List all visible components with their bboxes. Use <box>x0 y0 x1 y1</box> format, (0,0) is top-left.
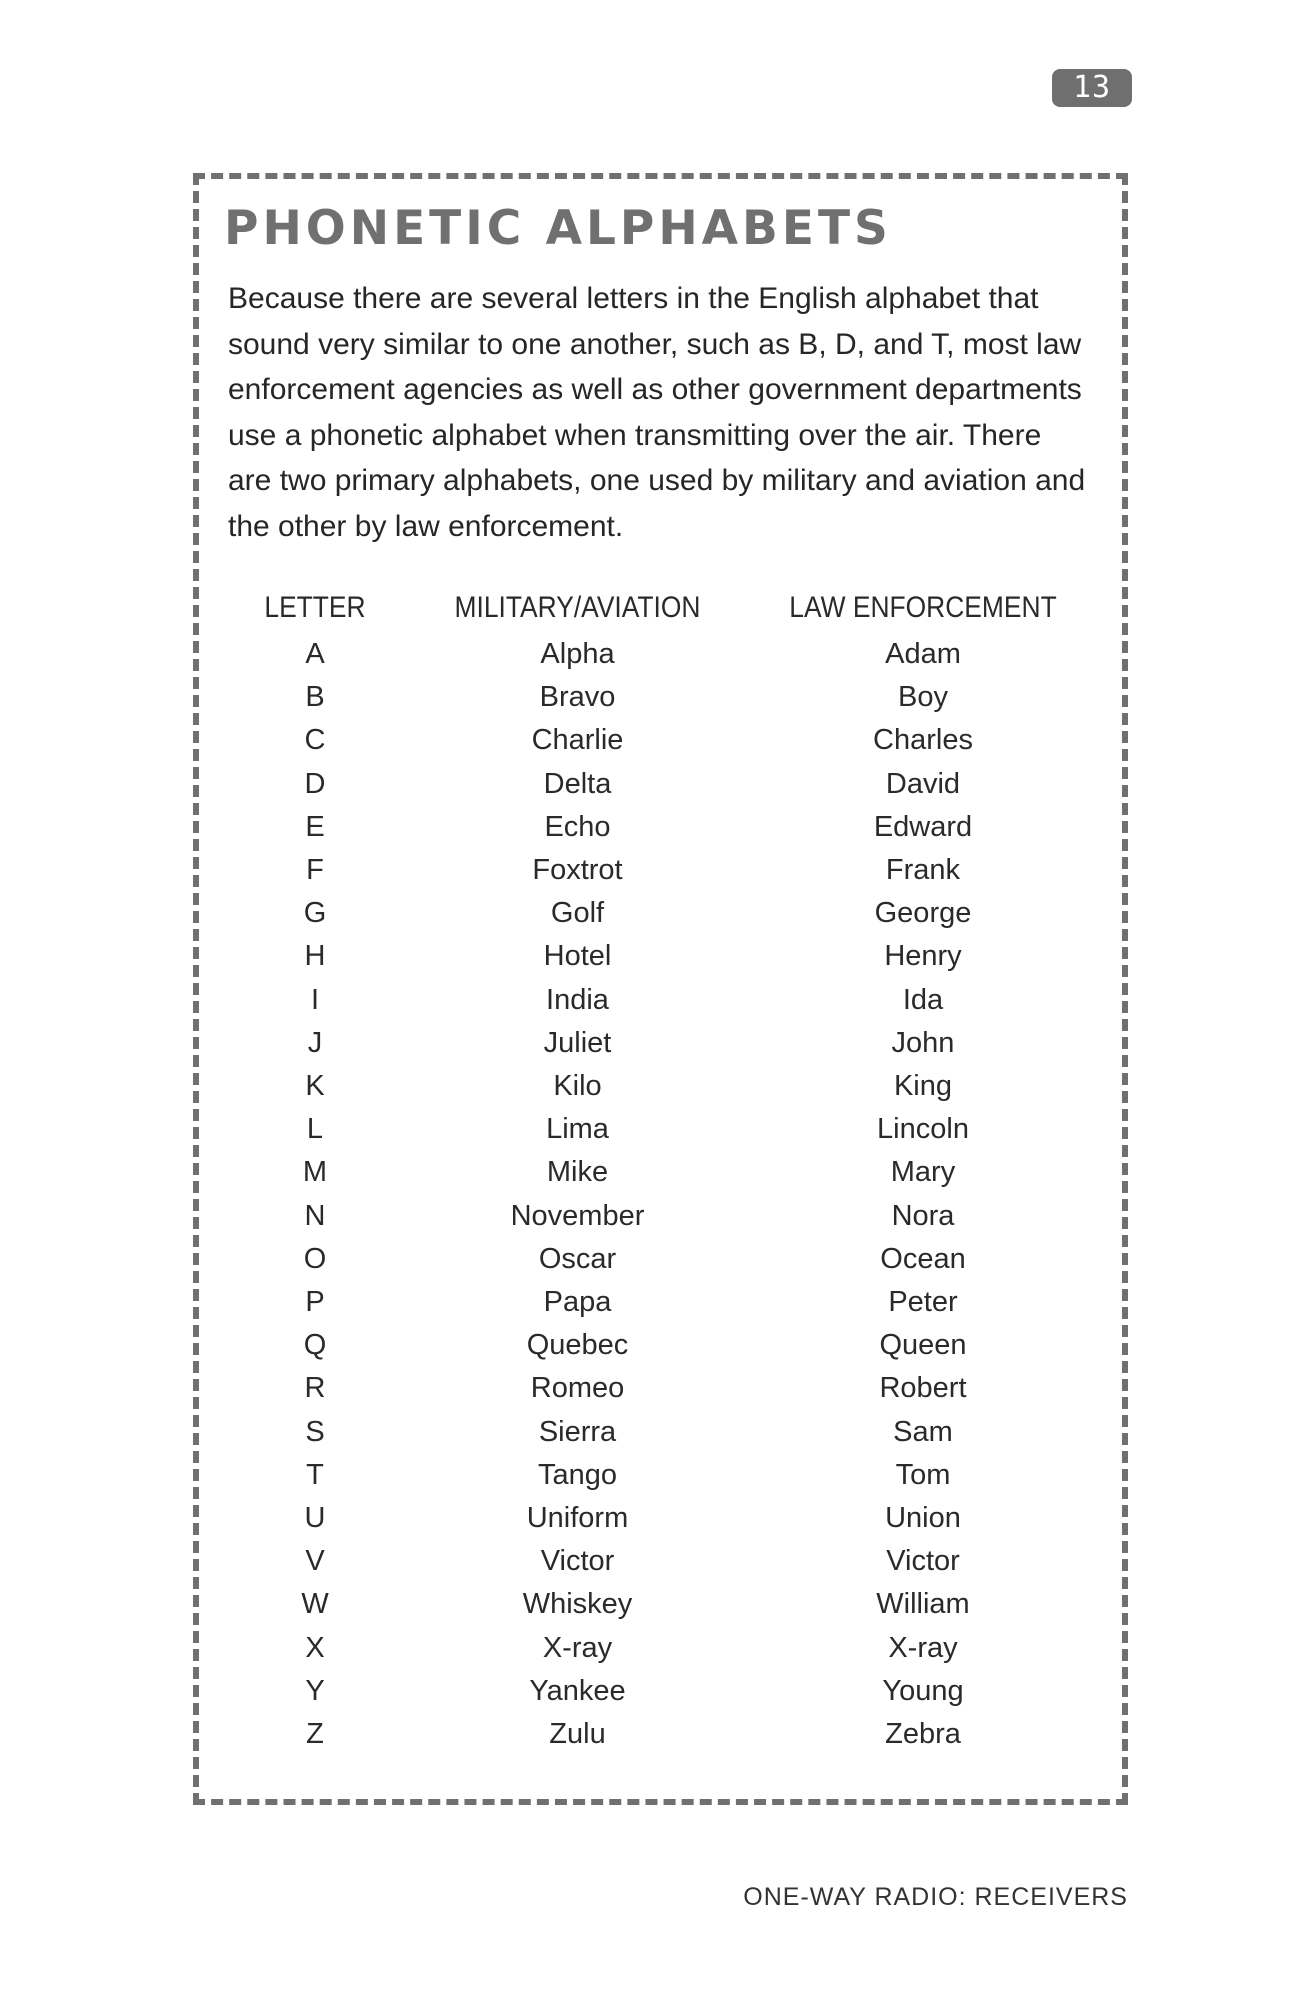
letter-cell: T <box>306 1458 324 1491</box>
letter-cell: U <box>304 1502 326 1535</box>
law-enforcement-word-cell: Lincoln <box>877 1113 969 1146</box>
law-enforcement-word-cell: Peter <box>888 1286 958 1319</box>
military-word-cell: Papa <box>543 1286 612 1319</box>
law-enforcement-word-cell: Ida <box>902 983 944 1016</box>
table-row <box>200 1670 1121 1713</box>
military-word-cell: Victor <box>540 1545 615 1578</box>
military-word-cell: Yankee <box>529 1674 626 1707</box>
military-word-cell: Kilo <box>553 1070 602 1103</box>
table-row <box>200 633 1121 676</box>
law-enforcement-word-cell: Mary <box>890 1156 956 1189</box>
law-enforcement-word-cell: Queen <box>879 1329 967 1362</box>
letter-cell: F <box>306 854 324 887</box>
military-word-cell: Echo <box>544 810 611 843</box>
table-row <box>200 806 1121 849</box>
military-word-cell: Whiskey <box>522 1588 633 1621</box>
law-enforcement-word-cell: George <box>874 897 972 930</box>
law-enforcement-word-cell: Henry <box>884 940 962 973</box>
law-enforcement-word-cell: Victor <box>886 1545 960 1578</box>
intro-paragraph: Because there are several letters in the English alphabet that sound very similar to one another, such as B, D, and T, most law enforcement agencies as well as other government departments use a phonetic alphabet when transmitting over the air. There are two primary alphabets, one used by military and aviation and the other by law enforcement. <box>228 282 1086 543</box>
military-word-cell: Sierra <box>538 1415 617 1448</box>
law-enforcement-word-cell: William <box>876 1588 970 1621</box>
running-footer: ONE-WAY RADIO: RECEIVERS <box>743 1883 1128 1911</box>
table-row <box>200 1411 1121 1454</box>
law-enforcement-word-cell: Sam <box>893 1415 953 1448</box>
law-enforcement-word-cell: King <box>893 1070 953 1103</box>
letter-cell: Y <box>305 1674 325 1707</box>
military-word-cell: Quebec <box>526 1329 629 1362</box>
military-word-cell: Romeo <box>530 1372 625 1405</box>
table-row <box>200 1108 1121 1151</box>
letter-cell: K <box>305 1070 325 1103</box>
page-title: PHONETIC ALPHABETS <box>224 201 892 256</box>
law-enforcement-word-cell: Adam <box>885 638 961 670</box>
military-word-cell: X-ray <box>542 1631 613 1664</box>
law-enforcement-word-cell: Frank <box>885 854 961 887</box>
letter-cell: M <box>302 1156 328 1189</box>
table-row <box>200 1195 1121 1238</box>
military-word-cell: Uniform <box>526 1502 629 1535</box>
letter-cell: O <box>303 1242 327 1275</box>
letter-cell: Z <box>306 1718 324 1751</box>
military-word-cell: Juliet <box>543 1026 612 1059</box>
table-row <box>200 763 1121 806</box>
law-enforcement-word-cell: Charles <box>873 724 973 757</box>
table-row <box>200 1454 1121 1497</box>
law-enforcement-word-cell: David <box>885 767 961 800</box>
letter-cell: G <box>303 897 327 930</box>
table-row <box>200 1540 1121 1583</box>
letter-cell: W <box>301 1588 329 1621</box>
table-row <box>200 1583 1121 1626</box>
table-row <box>200 1065 1121 1108</box>
table-header-row <box>200 583 1121 633</box>
letter-cell: Q <box>303 1329 327 1362</box>
military-word-cell: Golf <box>550 897 605 930</box>
letter-cell: C <box>304 724 326 757</box>
letter-cell: P <box>305 1286 325 1319</box>
table-row <box>200 1151 1121 1194</box>
military-word-cell: Tango <box>537 1458 617 1491</box>
military-word-cell: Foxtrot <box>532 854 623 887</box>
table-row <box>200 892 1121 935</box>
letter-cell: E <box>305 810 325 843</box>
letter-cell: A <box>305 638 325 670</box>
table-row <box>200 1627 1121 1670</box>
table-row <box>200 1497 1121 1540</box>
letter-cell: S <box>305 1415 325 1448</box>
military-word-cell: November <box>510 1199 645 1232</box>
header-military-aviation: MILITARY/AVIATION <box>454 591 701 624</box>
law-enforcement-word-cell: Robert <box>879 1372 967 1405</box>
phonetic-alphabet-table <box>200 583 1121 1756</box>
table-row <box>200 849 1121 892</box>
table-row <box>200 1281 1121 1324</box>
letter-cell: B <box>305 681 325 714</box>
letter-cell: L <box>306 1113 324 1146</box>
law-enforcement-word-cell: John <box>891 1026 955 1059</box>
letter-cell: N <box>304 1199 326 1232</box>
military-word-cell: Alpha <box>540 638 615 670</box>
law-enforcement-word-cell: Union <box>885 1502 961 1535</box>
table-row <box>200 1713 1121 1756</box>
page-number: 13 <box>1052 69 1132 107</box>
letter-cell: H <box>304 940 326 973</box>
letter-cell: R <box>304 1372 326 1405</box>
letter-cell: V <box>305 1545 325 1578</box>
military-word-cell: Hotel <box>543 940 612 973</box>
military-word-cell: Mike <box>546 1156 609 1189</box>
military-word-cell: Delta <box>543 767 612 800</box>
table-row <box>200 1324 1121 1367</box>
table-row <box>200 935 1121 978</box>
military-word-cell: India <box>546 983 609 1016</box>
law-enforcement-word-cell: Ocean <box>880 1242 966 1275</box>
military-word-cell: Bravo <box>539 681 616 714</box>
header-letter: LETTER <box>264 591 366 624</box>
table-row <box>200 676 1121 719</box>
law-enforcement-word-cell: Young <box>882 1674 964 1707</box>
law-enforcement-word-cell: Edward <box>873 810 973 843</box>
letter-cell: J <box>307 1026 323 1059</box>
law-enforcement-word-cell: Zebra <box>885 1718 961 1751</box>
table-row <box>200 1022 1121 1065</box>
military-word-cell: Oscar <box>538 1242 617 1275</box>
letter-cell: X <box>305 1631 325 1664</box>
military-word-cell: Zulu <box>549 1718 606 1751</box>
table-row <box>200 979 1121 1022</box>
law-enforcement-word-cell: X-ray <box>888 1631 958 1664</box>
table-row <box>200 1367 1121 1410</box>
letter-cell: D <box>304 767 326 800</box>
table-row <box>200 719 1121 762</box>
law-enforcement-word-cell: Boy <box>898 681 948 714</box>
table-row <box>200 1238 1121 1281</box>
header-law-enforcement: LAW ENFORCEMENT <box>789 591 1057 624</box>
letter-cell: I <box>310 983 320 1016</box>
military-word-cell: Charlie <box>531 724 624 757</box>
law-enforcement-word-cell: Nora <box>891 1199 955 1232</box>
military-word-cell: Lima <box>546 1113 609 1146</box>
law-enforcement-word-cell: Tom <box>895 1458 951 1491</box>
